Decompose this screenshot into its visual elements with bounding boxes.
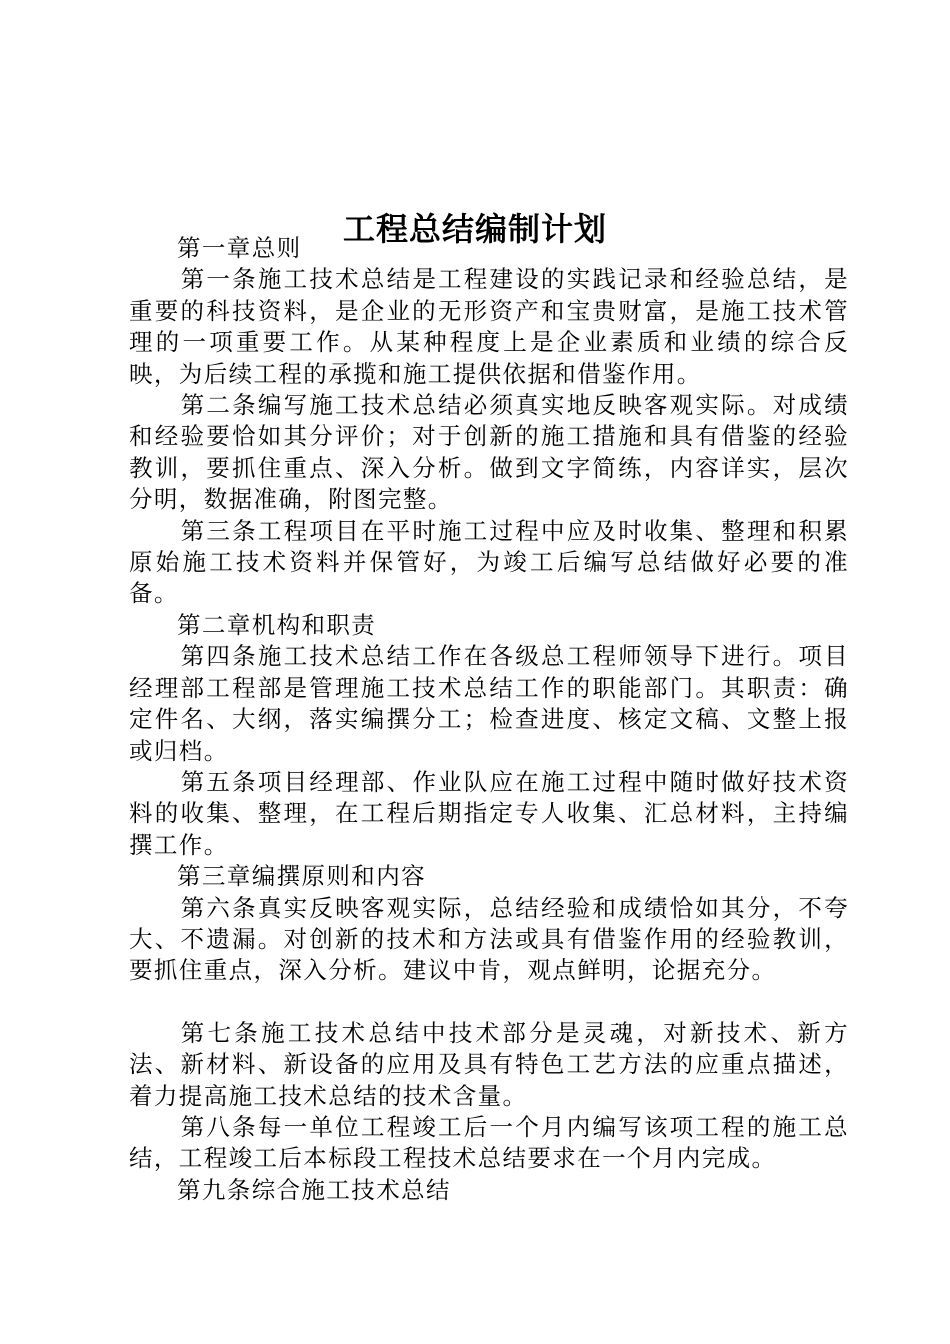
article-paragraph: 第五条项目经理部、作业队应在施工过程中随时做好技术资料的收集、整理，在工程后期指定专人收集、汇总材料，主持编撰工作。 — [129, 767, 849, 859]
document-body — [129, 233, 849, 1206]
article-paragraph: 第三条工程项目在平时施工过程中应及时收集、整理和积累原始施工技术资料并保管好，为竣工后编写总结做好必要的准备。 — [129, 516, 849, 608]
blank-line — [129, 987, 849, 1018]
article-paragraph: 第六条真实反映客观实际，总结经验和成绩恰如其分，不夸大、不遗漏。对创新的技术和方法或具有借鉴作用的经验教训，要抓住重点，深入分析。建议中肯，观点鲜明，论据充分。 — [129, 893, 849, 985]
document-title: 工程总结编制计划 — [342, 210, 607, 249]
chapter-heading: 第二章机构和职责 — [177, 610, 377, 639]
chapter-heading: 第九条综合施工技术总结 — [177, 1175, 451, 1204]
chapter-heading: 第一章总则 — [177, 234, 302, 262]
article-paragraph: 第二条编写施工技术总结必须真实地反映客观实际。对成绩和经验要恰如其分评价；对于创新的施工措施和具有借鉴的经验教训，要抓住重点、深入分析。做到文字简练，内容详实，层次分明，数据准确，附图完整。 — [129, 391, 849, 514]
article-paragraph: 第一条施工技术总结是工程建设的实践记录和经验总结，是重要的科技资料，是企业的无形资产和宝贵财富，是施工技术管理的一项重要工作。从某种程度上是企业素质和业绩的综合反映，为后续工程的承揽和施工提供依据和借鉴作用。 — [129, 265, 849, 388]
chapter-heading: 第三章编撰原则和内容 — [177, 862, 426, 891]
article-paragraph: 第四条施工技术总结工作在各级总工程师领导下进行。项目经理部工程部是管理施工技术总结工作的职能部门。其职责：确定件名、大纲，落实编撰分工；检查进度、核定文稿、文整上报或归档。 — [129, 642, 849, 765]
article-paragraph: 第七条施工技术总结中技术部分是灵魂，对新技术、新方法、新材料、新设备的应用及具有特色工艺方法的应重点描述，着力提高施工技术总结的技术含量。 — [129, 1018, 849, 1110]
article-paragraph: 第八条每一单位工程竣工后一个月内编写该项工程的施工总结，工程竣工后本标段工程技术总结要求在一个月内完成。 — [129, 1112, 849, 1173]
